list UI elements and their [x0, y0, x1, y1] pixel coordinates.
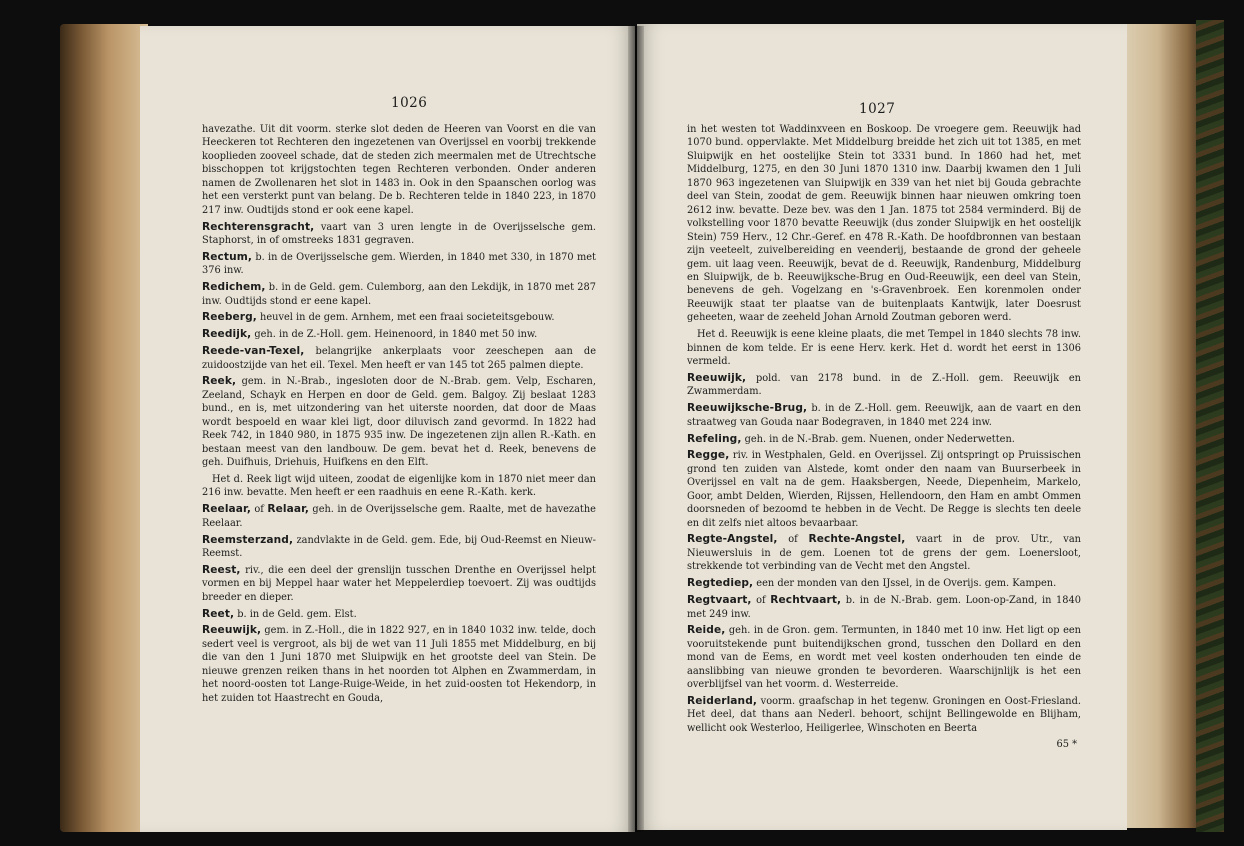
right-page [637, 24, 1127, 830]
entry-headword: Reeuwijksche-Brug, [687, 402, 808, 415]
entry-text: b. in de Geld. gem. Culemborg, aan den Lekdijk, in 1870 met 287 inw. Oudtijds stond er eene kapel. [202, 282, 596, 307]
entry-headword: Rechterensgracht, [202, 220, 315, 233]
entry-headword: Reek, [202, 375, 237, 388]
left-page [140, 26, 635, 832]
entry-headword: Reeuwijk, [202, 624, 262, 637]
entry-headword: Reest, [202, 563, 241, 576]
entry-headword: Regtvaart, [687, 594, 752, 607]
dictionary-entry [687, 533, 1081, 573]
entry-headword: Reide, [687, 624, 726, 637]
entry-text: b. in de Z.-Holl. gem. Reeuwijk, aan de vaart en den straatweg van Gouda naar Bodegraven, in 1840 met 224 inw. [687, 403, 1081, 428]
dictionary-entry [687, 695, 1081, 735]
entry-text: gem. in Z.-Holl., die in 1822 927, en in 1840 1032 inw. telde, doch sedert veel is vergroot, als bij de wet van 11 Juli 1855 met Middelburg, en bij die van den 1 Juni 1870 met Sluipwijk en het grootste deel van Stein. De nieuwe grenzen reiken thans in het noorden tot Alphen en Zwammerdam, in het noord-oosten tot Lange-Ruige-Weide, in het zuid-oosten tot Hekendorp, in het zuiden tot Haastrecht en Gouda, [202, 625, 596, 704]
entry-headword-variant: Rechte-Angstel, [808, 533, 906, 546]
dictionary-entry [202, 345, 596, 372]
right-page-text [687, 123, 1081, 751]
entry-text: of [250, 504, 268, 516]
entry-headword: Reeberg, [202, 311, 257, 324]
entry-text: geh. in de N.-Brab. gem. Nuenen, onder Nederwetten. [741, 433, 1015, 445]
entry-headword: Reeuwijk, [687, 371, 747, 384]
page-number: 1027 [859, 101, 896, 117]
entry-text: b. in de Overijsselsche gem. Wierden, in 1840 met 330, in 1870 met 376 inw. [202, 251, 596, 277]
entry-text: voorm. graafschap in het tegenw. Groningen en Oost-Friesland. Het deel, dat thans aan Nederl. behoort, schijnt Bellingewolde en Blijham, wellicht ook Westerloo, Heiligerlee, Winschoten en Beerta [687, 696, 1081, 734]
entry-headword: Reet, [202, 607, 235, 620]
entry-text: b. in de Geld. gem. Elst. [234, 608, 357, 620]
entry-headword: Reedijk, [202, 328, 252, 341]
page-number: 1026 [391, 95, 428, 111]
entry-text: riv., die een deel der grenslijn tusschen Drenthe en Overijssel helpt vormen en bij Meppel haar water het Meppelerdiep toevoert. Zij was oudtijds breeder en dieper. [202, 564, 596, 603]
book-gutter [628, 26, 644, 832]
dictionary-entry [202, 375, 596, 469]
entry-headword: Refeling, [687, 432, 742, 445]
entry-text: een der monden van den IJssel, in de Overijs. gem. Kampen. [753, 578, 1057, 590]
dictionary-entry [202, 503, 596, 530]
printer-signature: 65 * [1056, 738, 1077, 750]
entry-headword-variant: Relaar, [267, 503, 309, 516]
entry-text: b. in de N.-Brab. gem. Loon-op-Zand, in 1840 met 249 inw. [687, 595, 1081, 620]
entry-text: geh. in de Gron. gem. Termunten, in 1840 met 10 inw. Het ligt op een vooruitstekende punt buitendijkschen grond, tusschen den Dollard en den mond van de Eems, en wordt met veel kosten onderhouden ten einde de aanslibbing van nieuwe gronden te bevorderen. Waarschijnlijk is het een overblijfsel van het voorm. d. Westerreide. [687, 625, 1081, 691]
dictionary-entry [687, 624, 1081, 691]
dictionary-entry [202, 281, 596, 308]
entry-headword: Regge, [687, 449, 730, 462]
entry-headword: Regtediep, [687, 577, 754, 590]
dictionary-entry [202, 123, 596, 217]
dictionary-entry [687, 449, 1081, 530]
left-page-text [202, 123, 596, 709]
entry-headword-variant: Rechtvaart, [770, 594, 842, 607]
dictionary-entry [202, 608, 596, 621]
book-cover-marbled [1196, 20, 1224, 832]
entry-text: in het westen tot Waddinxveen en Boskoop. De vroegere gem. Reeuwijk had 1070 bund. oppervlakte. Met Middelburg breidde het zich uit tot 1385, en met Sluipwijk en het oostelijke Stein tot 3331 bund. In 1860 had het, met Middelburg, 1275, en den 30 Juni 1870 1310 inw. Daarbij kwamen den 1 Juli 1870 963 ingezetenen van Sluipwijk en 339 van het niet bij Gouda gebrachte deel van Stein, zoodat de gem. Reeuwijk binnen haar nieuwen omkring toen 2612 inw. bevatte. Deze bev. was den 1 Jan. 1875 tot 2584 verminderd. Bij de volkstelling voor 1870 bevatte Reeuwijk (dus zonder Sluipwijk en het oostelijk Stein) 759 Herv., 12 Chr.-Geref. en 478 R.-Kath. De hoofdbronnen van bestaan zijn veeteelt, zuivelbereiding en veenderij, bestaande de grond der geheele gem. uit laag veen. Reeuwijk, bevat de d. Reeuwijk, Randenburg, Middelburg en Sluipwijk, de b. Reeuwijksche-Brug en Oud-Reeuwijk, een deel van Stein, benevens de geh. Vogelzang en 's-Gravenbroek. Een korenmolen onder Reeuwijk staat ter plaatse van de buitenplaats Kantwijk, later Doesrust geheeten, waar de zeeheld Johan Arnold Zoutman geboren werd. [687, 124, 1081, 324]
dictionary-entry [202, 473, 596, 500]
entry-headword: Redichem, [202, 281, 266, 294]
dictionary-entry [202, 251, 596, 278]
entry-text: vaart in de prov. Utr., van Nieuwersluis in de gem. Loenen tot de grens der gem. Loenersloot, strekkende tot verbinding van de Vecht met den Angstel. [687, 534, 1081, 573]
entry-text: gem. in N.-Brab., ingesloten door de N.-Brab. gem. Velp, Escharen, Zeeland, Schayk en Herpen en door de Geld. gem. Balgoy. Zij beslaat 1283 bund., en is, met uitzondering van het uiterste noorden, dat door de Maas wordt bespoeld en waar klei ligt, door diluvisch zand gevormd. In 1822 had Reek 742, in 1840 980, in 1875 935 inw. De ingezetenen zijn allen R.-Kath. en bestaan meest van den landbouw. De gem. bevat het d. Reek, benevens de geh. Duifhuis, Driehuis, Huifkens en den Elft. [202, 376, 596, 469]
dictionary-entry [687, 577, 1081, 590]
entry-headword: Reemsterzand, [202, 533, 294, 546]
dictionary-entry [687, 328, 1081, 368]
entry-text: belangrijke ankerplaats voor zeeschepen aan de zuidoostzijde van het eil. Texel. Men heeft er van 145 tot 265 palmen diepte. [202, 346, 596, 371]
dictionary-entry [202, 221, 596, 248]
entry-text: pold. van 2178 bund. in de Z.-Holl. gem. Reeuwijk en Zwammerdam. [687, 372, 1081, 398]
entry-headword: Rectum, [202, 250, 252, 263]
dictionary-entry [687, 594, 1081, 621]
entry-text: zandvlakte in de Geld. gem. Ede, bij Oud-Reemst en Nieuw-Reemst. [202, 534, 596, 560]
dictionary-entry [687, 402, 1081, 429]
entry-text: Het d. Reeuwijk is eene kleine plaats, die met Tempel in 1840 slechts 78 inw. binnen de kom telde. Er is eene Herv. kerk. Het d. wordt het eerst in 1306 vermeld. [687, 329, 1081, 368]
entry-text: heuvel in de gem. Arnhem, met een fraai societeitsgebouw. [256, 312, 555, 324]
entry-headword: Regte-Angstel, [687, 533, 778, 546]
entry-text: of [751, 595, 771, 607]
dictionary-entry [202, 624, 596, 705]
dictionary-entry [687, 372, 1081, 399]
entry-text: of [777, 534, 809, 546]
entry-headword: Reelaar, [202, 503, 251, 516]
dictionary-entry [202, 311, 596, 324]
book-page-edges-left [60, 24, 148, 832]
entry-text: havezathe. Uit dit voorm. sterke slot deden de Heeren van Voorst en die van Heeckeren tot Rechteren den ingezetenen van Overijssel en voorbij trekkende kooplieden zooveel schade, dat de steden zich meermalen met de Utrechtsche bisschoppen tot krijgstochten tegen Rechteren verbonden. Onder anderen namen de Zwollenaren het slot in 1483 in. Ook in den Spaanschen oorlog was het een versterkt punt van belang. De b. Rechteren telde in 1840 223, in 1870 217 inw. Oudtijds stond er ook eene kapel. [202, 124, 596, 216]
entry-text: riv. in Westphalen, Geld. en Overijssel. Zij ontspringt op Pruissischen grond ten zuiden van Alstede, komt onder den naam van Buurserbeek in Overijssel en valt na de gem. Haaksbergen, Neede, Diepenheim, Markelo, Goor, ambt Delden, Wierden, Rijssen, Hellendoorn, den Ham en ambt Ommen doorsneden of bezoomd te hebben in de Vecht. De Regge is slechts ten deele en dit zelfs niet altoos bevaarbaar. [687, 450, 1081, 529]
entry-text: Het d. Reek ligt wijd uiteen, zoodat de eigenlijke kom in 1870 niet meer dan 216 inw. bevatte. Men heeft er een raadhuis en eene R.-Kath. kerk. [202, 474, 596, 499]
dictionary-entry [687, 433, 1081, 446]
book-page-edges-right [1120, 24, 1204, 828]
entry-text: geh. in de Overijsselsche gem. Raalte, met de havezathe Reelaar. [202, 504, 596, 529]
entry-text: geh. in de Z.-Holl. gem. Heinenoord, in 1840 met 50 inw. [251, 329, 538, 341]
entry-headword: Reiderland, [687, 695, 757, 708]
dictionary-entry [202, 534, 596, 561]
dictionary-entry [687, 123, 1081, 325]
dictionary-entry [202, 328, 596, 341]
entry-text: vaart van 3 uren lengte in de Overijsselsche gem. Staphorst, in of omstreeks 1831 gegraven. [202, 221, 596, 247]
entry-headword: Reede-van-Texel, [202, 345, 305, 358]
dictionary-entry [202, 564, 596, 604]
